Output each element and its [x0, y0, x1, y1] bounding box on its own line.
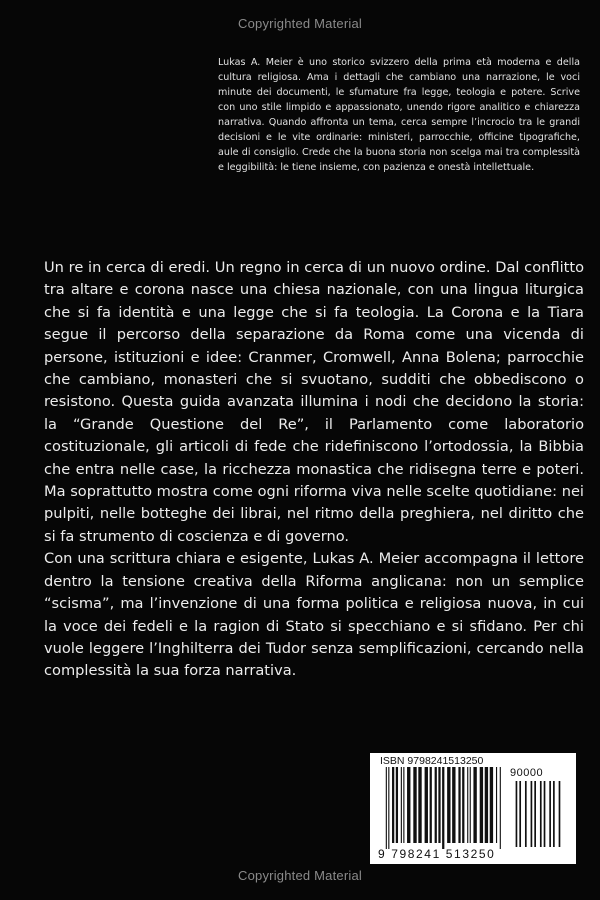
barcode-bar — [435, 767, 437, 843]
barcode-bar — [458, 767, 460, 843]
isbn-barcode — [370, 753, 576, 864]
blurb-paragraph-1: Un re in cerca di eredi. Un regno in cerca di un nuovo ordine. Dal conflitto tra altare e corona nasce una chiesa nazionale, con una lingua liturgica che si fa identità e una legge che si fa teologia. La Corona e la Tiara segue il percorso della separazione da Roma come una vicenda di persone, istituzioni e idee: Cranmer, Cromwell, Anna Bolena; parrocchie che cambiano, monasteri che si svuotano, sudditi che obbediscono o resistono. Questa guida avanzata illumina i nodi che decidono la storia: la “Grande Questione del Re”, il Parlamento come laboratorio costituzionale, gli articoli di fede che ridefiniscono l’ortodossia, la Bibbia che entra nelle case, la ricchezza monastica che ridisegna terre e poteri. Ma soprattutto mostra come ogni riforma viva nelle scelte quotidiane: nei pulpiti, nelle botteghe dei librai, nel ritmo della preghiera, nel diritto che si fa strumento di coscienza e di governo. — [44, 259, 584, 545]
barcode-digits: 9 798241 513250 — [378, 847, 496, 861]
barcode-bar — [534, 781, 536, 847]
barcode-bar — [401, 767, 402, 843]
isbn-label: ISBN 9798241513250 — [380, 755, 484, 767]
book-blurb — [44, 257, 584, 683]
barcode-bar — [430, 767, 432, 843]
barcode-bar — [525, 781, 527, 847]
barcode-bar — [540, 781, 542, 847]
barcode-bar — [392, 767, 394, 843]
barcode-bar — [386, 767, 387, 849]
copyright-watermark-bottom: Copyrighted Material — [238, 868, 362, 883]
barcode-bar — [519, 781, 521, 847]
barcode-bar — [452, 767, 455, 843]
price-code: 90000 — [510, 767, 544, 779]
barcode-bar — [442, 767, 444, 849]
barcode-bar — [470, 767, 471, 843]
barcode-bar — [467, 767, 468, 843]
barcode-bar — [553, 781, 555, 847]
barcode-bar — [531, 781, 533, 847]
barcode-bar — [462, 767, 464, 843]
blurb-paragraph-2: Con una scrittura chiara e esigente, Lukas A. Meier accompagna il lettore dentro la tensione creativa della Riforma anglicana: non un semplice “scisma”, ma l’invenzione di una forma politica e religiosa nuova, in cui la voce dei fedeli e la ragion di Stato si specchiano e si sfidano. Per chi vuole leggere l’Inghilterra dei Tudor senza semplificazioni, cercando nella complessità la sua forza narrativa. — [44, 550, 584, 680]
author-bio: Lukas A. Meier è uno storico svizzero della prima età moderna e della cultura religiosa. Ama i dettagli che cambiano una narrazione, le voci minute dei documenti, le sfumature fra legge, teologia e potere. Scrive con uno stile limpido e appassionato, unendo rigore analitico e chiarezza narrativa. Quando affronta un tema, cerca sempre l’incrocio tra le grandi decisioni e le vite ordinarie: ministeri, parrocchie, officine tipografiche, aule di consiglio. Crede che la buona storia non scelga mai tra complessità e leggibilità: le tiene insieme, con pazienza e onestà intellettuale. — [218, 57, 580, 173]
barcode-bar — [544, 781, 546, 847]
barcode-bar — [413, 767, 416, 843]
barcode-bar — [480, 767, 483, 843]
barcode-bar — [447, 767, 450, 843]
barcode-bar — [388, 767, 389, 849]
barcode-bar — [438, 767, 440, 843]
barcode-bar — [549, 781, 551, 847]
barcode-bar — [496, 767, 497, 843]
barcode-bar — [559, 781, 561, 847]
barcode-bar — [485, 767, 488, 843]
barcode-bar — [500, 767, 501, 849]
copyright-watermark-top: Copyrighted Material — [238, 16, 362, 31]
barcode-bar — [473, 767, 476, 843]
barcode-bar — [403, 767, 404, 843]
barcode-bar — [490, 767, 493, 843]
barcode-bar — [418, 767, 421, 843]
barcode-bar — [425, 767, 428, 843]
barcode-bar — [396, 767, 398, 843]
barcode-bar — [407, 767, 410, 843]
barcode-bar — [516, 781, 518, 847]
